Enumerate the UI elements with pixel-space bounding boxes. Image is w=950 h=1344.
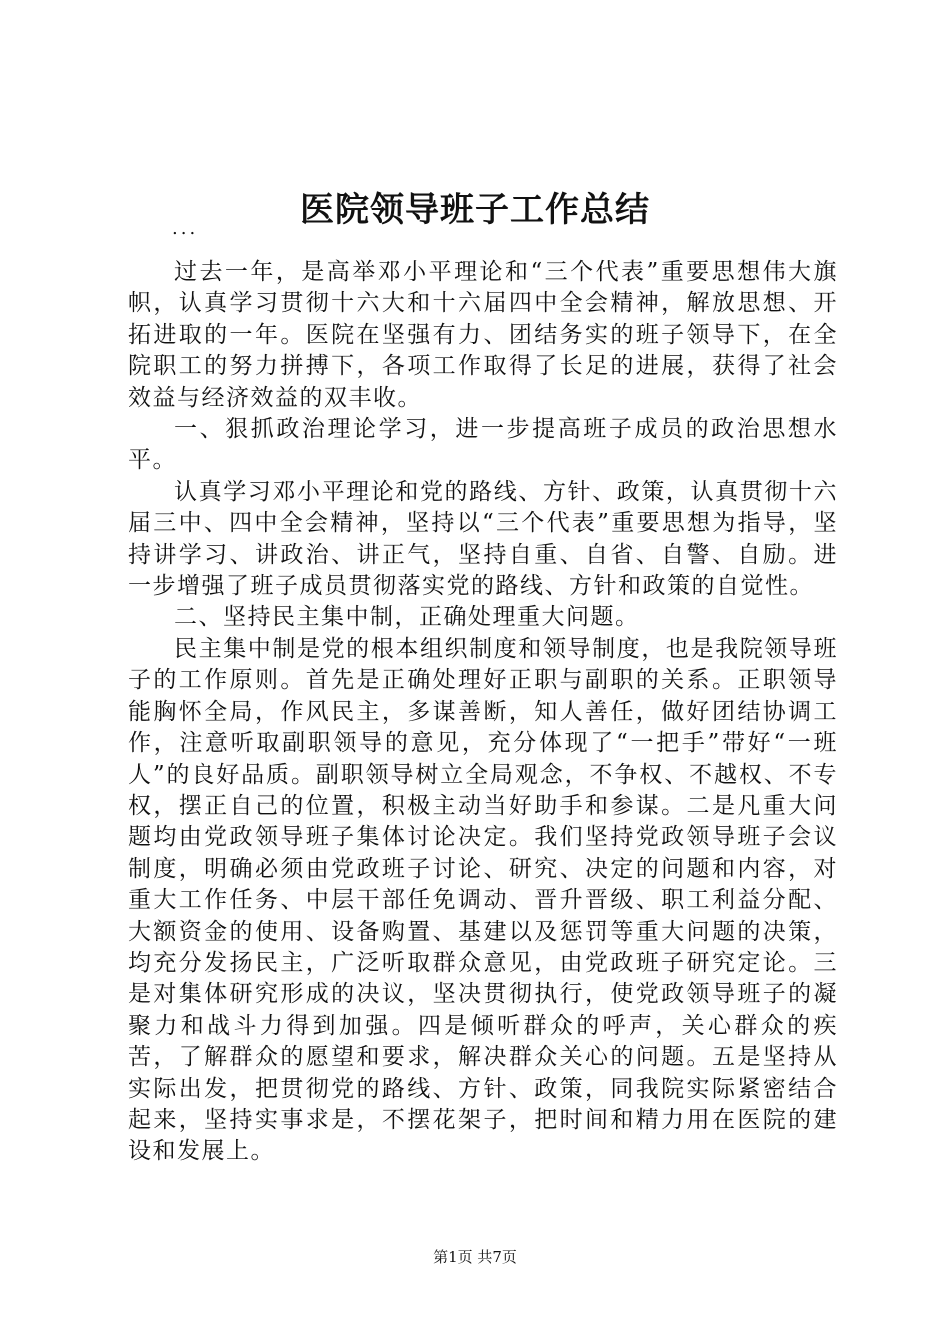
document-title: 医院领导班子工作总结 bbox=[300, 190, 650, 230]
page-footer: 第1页 共7页 bbox=[433, 1248, 517, 1266]
heading-section-1: 一、狠抓政治理论学习，进一步提高班子成员的政治思想水平。 bbox=[128, 416, 838, 474]
paragraph-section-1: 认真学习邓小平理论和党的路线、方针、政策，认真贯彻十六届三中、四中全会精神，坚持以“三个代表”重要思想为指导，坚持讲学习、讲政治、讲正气，坚持自重、自省、自警、自励。进一步增强了班子成员贯彻落实党的路线、方针和政策的自觉性。 bbox=[128, 478, 838, 600]
paragraph-intro: 过去一年，是高举邓小平理论和“三个代表”重要思想伟大旗帜，认真学习贯彻十六大和十六届四中全会精神，解放思想、开拓进取的一年。医院在坚强有力、团结务实的班子领导下，在全院职工的努力拼搏下，各项工作取得了长足的进展，获得了社会效益与经济效益的双丰收。 bbox=[128, 259, 838, 411]
heading-section-2: 二、坚持民主集中制，正确处理重大问题。 bbox=[174, 604, 640, 631]
paragraph-section-2: 民主集中制是党的根本组织制度和领导制度，也是我院领导班子的工作原则。首先是正确处理好正职与副职的关系。正职领导能胸怀全局，作风民主，多谋善断，知人善任，做好团结协调工作，注意听取副职领导的意见，充分体现了“一把手”带好“一班人”的良好品质。副职领导树立全局观念，不争权、不越权、不专权，摆正自己的位置，积极主动当好助手和参谋。二是凡重大问题均由党政领导班子集体讨论决定。我们坚持党政领导班子会议制度，明确必须由党政班子讨论、研究、决定的问题和内容，对重大工作任务、中层干部任免调动、晋升晋级、职工利益分配、大额资金的使用、设备购置、基建以及惩罚等重大问题的决策，均充分发扬民主，广泛听取群众意见，由党政班子研究定论。三是对集体研究形成的决议，坚决贯彻执行，使党政领导班子的凝聚力和战斗力得到加强。四是倾听群众的呼声，关心群众的疾苦，了解群众的愿望和要求，解决群众关心的问题。五是坚持从实际出发，把贯彻党的路线、方针、政策，同我院实际紧密结合起来，坚持实事求是，不摆花架子，把时间和精力用在医院的建设和发展上。 bbox=[128, 635, 838, 1165]
ellipsis-marker: ... bbox=[172, 218, 199, 239]
document-body bbox=[128, 257, 838, 1168]
